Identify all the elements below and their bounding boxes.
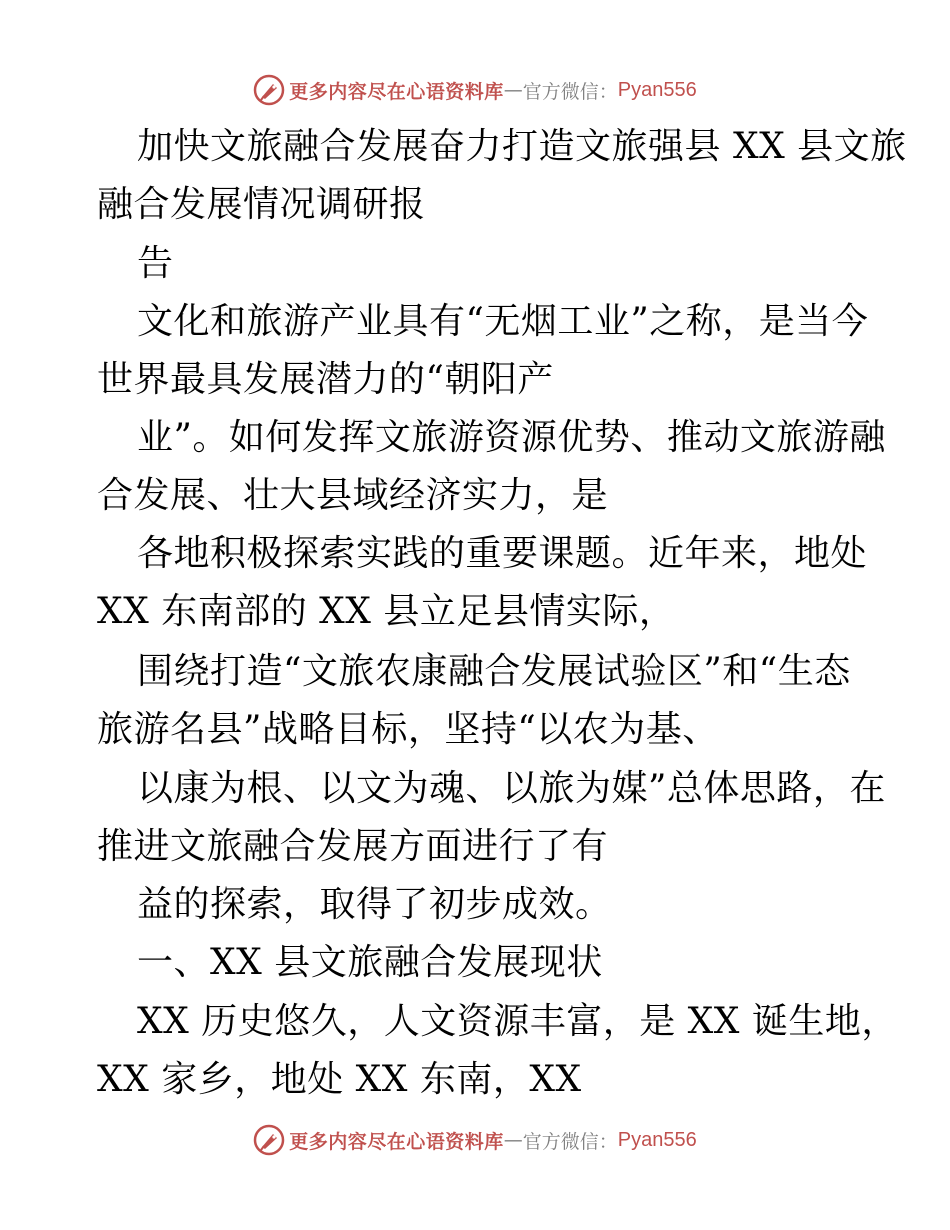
watermark-wechat-label: 官方微信： <box>522 80 618 103</box>
doc-paragraph-line: 世界最具发展潜力的“朝阳产 <box>97 359 554 400</box>
doc-paragraph-line: 围绕打造“文旅农康融合发展试验区”和“生态 <box>137 651 851 692</box>
watermark-dash: — <box>503 1129 523 1151</box>
doc-paragraph-line: XX 历史悠久，人文资源丰富，是 XX 诞生地， <box>137 1001 898 1042</box>
watermark-dash: — <box>503 79 523 101</box>
doc-title-line-2: 融合发展情况调研报 <box>97 184 426 225</box>
pen-nib-logo-icon <box>253 74 285 106</box>
watermark-site-text: 更多内容尽在心语资料库 <box>289 80 504 103</box>
doc-paragraph-line: XX 家乡，地处 XX 东南，XX <box>97 1059 582 1100</box>
watermark-header <box>0 70 950 110</box>
doc-paragraph-line: 合发展、壮大县域经济实力，是 <box>97 475 609 516</box>
doc-section-heading: 一、XX 县文旅融合发展现状 <box>137 942 603 983</box>
doc-paragraph-line: 业”。如何发挥文旅游资源优势、推动文旅游融 <box>137 417 886 458</box>
doc-paragraph-line: 旅游名县”战略目标，坚持“以农为基、 <box>97 709 719 750</box>
doc-paragraph-line: 益的探索，取得了初步成效。 <box>137 884 612 925</box>
doc-paragraph-line: 以康为根、以文为魂、以旅为媒”总体思路，在 <box>137 768 886 809</box>
watermark-wechat-id: Pyan556 <box>617 1128 697 1151</box>
doc-title-line-3: 告 <box>137 243 174 284</box>
watermark-wechat-id: Pyan556 <box>617 78 697 101</box>
doc-paragraph-line: 文化和旅游产业具有“无烟工业”之称，是当今 <box>137 301 869 342</box>
doc-title-line-1: 加快文旅融合发展奋力打造文旅强县 XX 县文旅 <box>137 126 907 167</box>
doc-paragraph-line: 推进文旅融合发展方面进行了有 <box>97 826 609 867</box>
watermark-site-text: 更多内容尽在心语资料库 <box>289 1130 504 1153</box>
pen-nib-logo-icon <box>253 1124 285 1156</box>
doc-paragraph-line: XX 东南部的 XX 县立足县情实际， <box>97 591 676 632</box>
doc-paragraph-line: 各地积极探索实践的重要课题。近年来，地处 <box>137 533 868 574</box>
watermark-wechat-label: 官方微信： <box>522 1130 618 1153</box>
watermark-footer <box>0 1120 950 1160</box>
